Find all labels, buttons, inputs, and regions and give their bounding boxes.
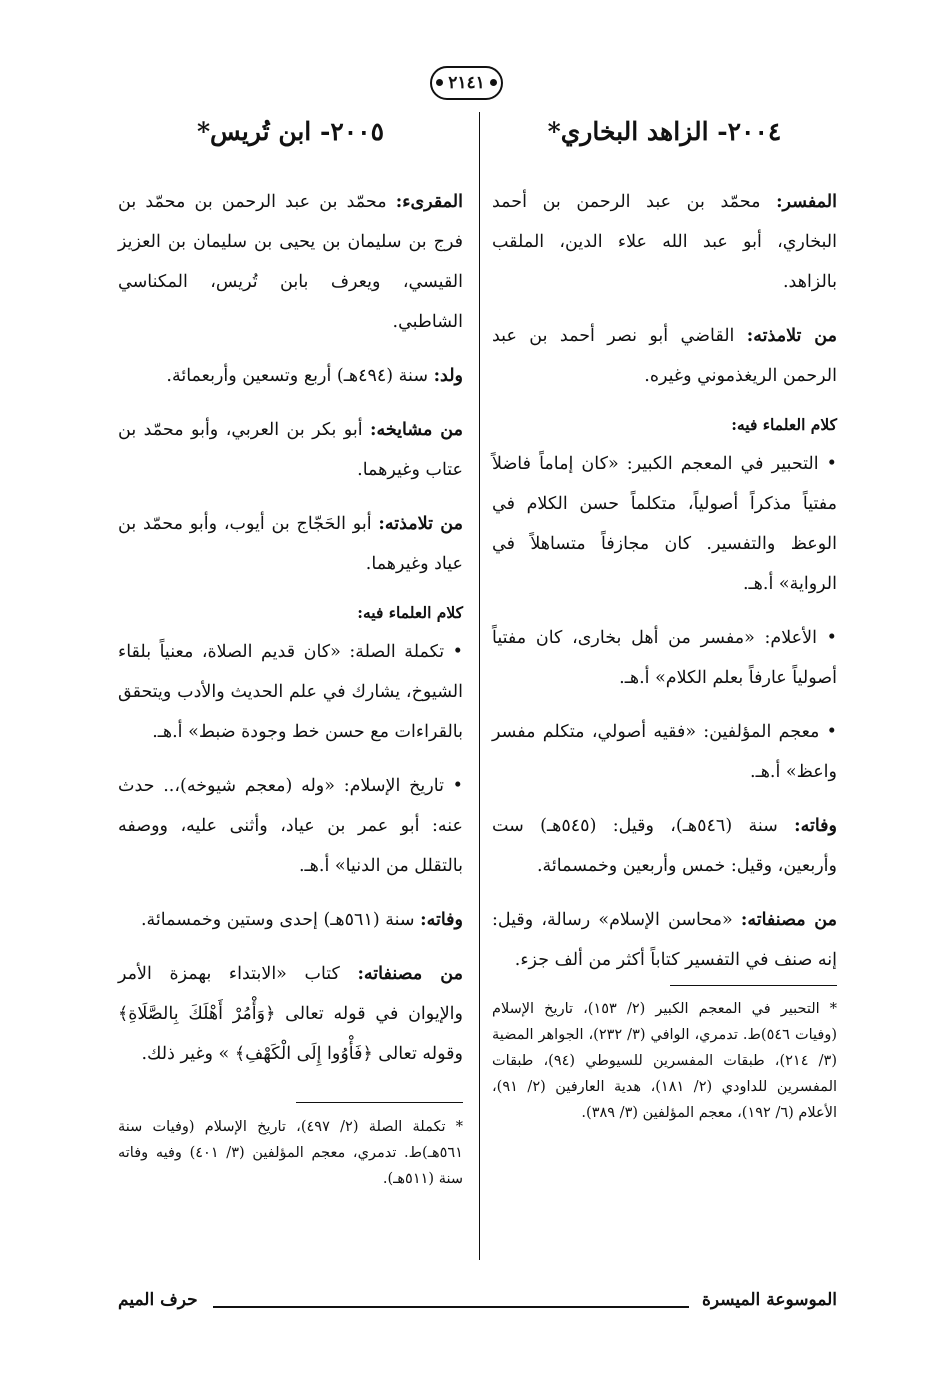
field-text: سنة (٤٩٤هـ) أربع وتسعين وأربعمائة.: [166, 366, 434, 386]
field-label: المقرىء:: [395, 192, 463, 212]
field-text: سنة (٥٦١هـ) إحدى وستين وخمسمائة.: [140, 910, 421, 930]
field-label: وفاته:: [420, 910, 463, 930]
field-text: كتاب «الابتداء بهمزة الأمر والإيوان في قوله تعالى ﴿وَأْمُرْ أَهْلَكَ بِالصَّلَاةِ﴾ وقوله تعالى ﴿فَأْوُوا إِلَى الْكَهْفِ﴾ » وغير ذلك.: [118, 964, 463, 1064]
entry-paragraph: [492, 316, 837, 396]
field-text: أبو الحَجّاج بن أيوب، وأبو محمّد بن عياد وغيرهما.: [118, 514, 463, 574]
field-label: المفسر:: [776, 192, 837, 212]
field-label: من مصنفاته:: [357, 964, 463, 984]
page-number: ٢١٤١: [430, 66, 503, 100]
entry-title: ٢٠٠٤- الزاهد البخاري*: [547, 117, 782, 146]
footnote-2005: * تكملة الصلة (٢/ ٤٩٧)، تاريخ الإسلام (وفيات سنة ٥٦١هـ)ط. تدمري، معجم المؤلفين (٣/ ٤٠١) وفيه وفاته سنة (٥١١هـ).: [118, 1119, 463, 1187]
scholars-heading: كلام العلماء فيه:: [731, 415, 837, 434]
footer-rule: [213, 1306, 689, 1308]
scholar-quote: • الأعلام: «مفسر من أهل بخارى، كان مفتياً أصولياً عارفاً بعلم الكلام» أ.هـ.: [492, 628, 837, 688]
entry-paragraph: [118, 182, 463, 342]
scholar-quote: • تاريخ الإسلام: «وله (معجم شيوخه)،.. حدث عنه: أبو عمر بن عياد، وأثنى عليه، ووصفه بالتقلل من الدنيا» أ.هـ.: [118, 776, 463, 876]
scholar-quote: • تكملة الصلة: «كان قديم الصلاة، معنياً بلقاء الشيوخ، يشارك في علم الحديث والأدب ويتحقق بالقراءات مع حسن خط وجودة ضبط» أ.هـ.: [118, 642, 463, 742]
scholar-quote: • معجم المؤلفين: «فقيه أصولي، متكلم مفسر واعظ» أ.هـ.: [492, 722, 837, 782]
field-label: من مصنفاته:: [740, 910, 838, 930]
field-text: محمّد بن عبد الرحمن بن محمّد بن فرج بن سليمان بن يحيى بن سليمان بن العزيز القيسي، ويعرف بابن تُريس، المكناسي الشاطبي.: [118, 192, 463, 332]
field-text: «محاسن الإسلام» رسالة، وقيل: إنه صنف في التفسير كتاباً أكثر من ألف جزء.: [492, 910, 837, 970]
field-label: من تلامذته:: [378, 514, 463, 534]
field-text: سنة (٥٤٦هـ)، وقيل: (٥٤٥هـ) ست وأربعين، وقيل: خمس وأربعين وخمسمائة.: [492, 816, 837, 876]
entry-paragraph: [118, 504, 463, 584]
footer-section: حرف الميم: [118, 1290, 198, 1310]
field-label: من تلامذته:: [746, 326, 838, 346]
death-paragraph: [118, 900, 463, 940]
page-footer: [118, 1285, 837, 1315]
footer-book-title: الموسوعة الميسرة: [701, 1290, 837, 1310]
death-paragraph: [492, 806, 837, 886]
column-divider: [479, 112, 480, 1260]
footnote-2004: * التحبير في المعجم الكبير (٢/ ١٥٣)، تاريخ الإسلام (وفيات ٥٤٦)ط. تدمري، الوافي (٣/ ٢٣٢)، الجواهر المضية (٣/ ٢١٤)، طبقات المفسرين للسيوطي (٩٤)، طبقات المفسرين للداودي (٢/ ١٨١)، هدية العارفين (٢/ ٩١)، الأعلام (٦/ ١٩٢)، معجم المؤلفين (٣/ ٣٨٩).: [492, 1001, 838, 1121]
footnote-rule: [670, 985, 837, 986]
field-text: محمّد بن عبد الرحمن بن أحمد البخاري، أبو عبد الله علاء الدين، الملقب بالزاهد.: [492, 192, 837, 292]
field-label: ولد:: [433, 366, 463, 386]
entry-paragraph: [118, 410, 463, 490]
entry-title: ٢٠٠٥- ابن تُريس*: [196, 117, 385, 146]
field-text: القاضي أبو نصر أحمد بن عبد الرحمن الريغذموني وغيره.: [492, 326, 837, 386]
entry-paragraph: [118, 356, 463, 396]
scholars-heading: كلام العلماء فيه:: [357, 603, 463, 622]
scholar-quote: • التحبير في المعجم الكبير: «كان إماماً فاضلاً مفتياً مذكراً أصولياً، متكلماً حسن الكلام في الوعظ والتفسير. كان مجازفاً متساهلاً في الرواية» أ.هـ.: [492, 454, 837, 594]
entry-paragraph: [492, 182, 837, 302]
field-label: من مشايخه:: [370, 420, 463, 440]
field-label: وفاته:: [794, 816, 838, 836]
footnote-rule: [296, 1102, 463, 1103]
entry-2005: [118, 112, 463, 1088]
works-paragraph: [492, 900, 837, 980]
works-paragraph: [118, 954, 463, 1074]
entry-2004: [492, 112, 837, 994]
page-number-container: [0, 66, 933, 100]
field-text: أبو بكر بن العربي، وأبو محمّد بن عتاب وغيرهما.: [118, 420, 463, 480]
